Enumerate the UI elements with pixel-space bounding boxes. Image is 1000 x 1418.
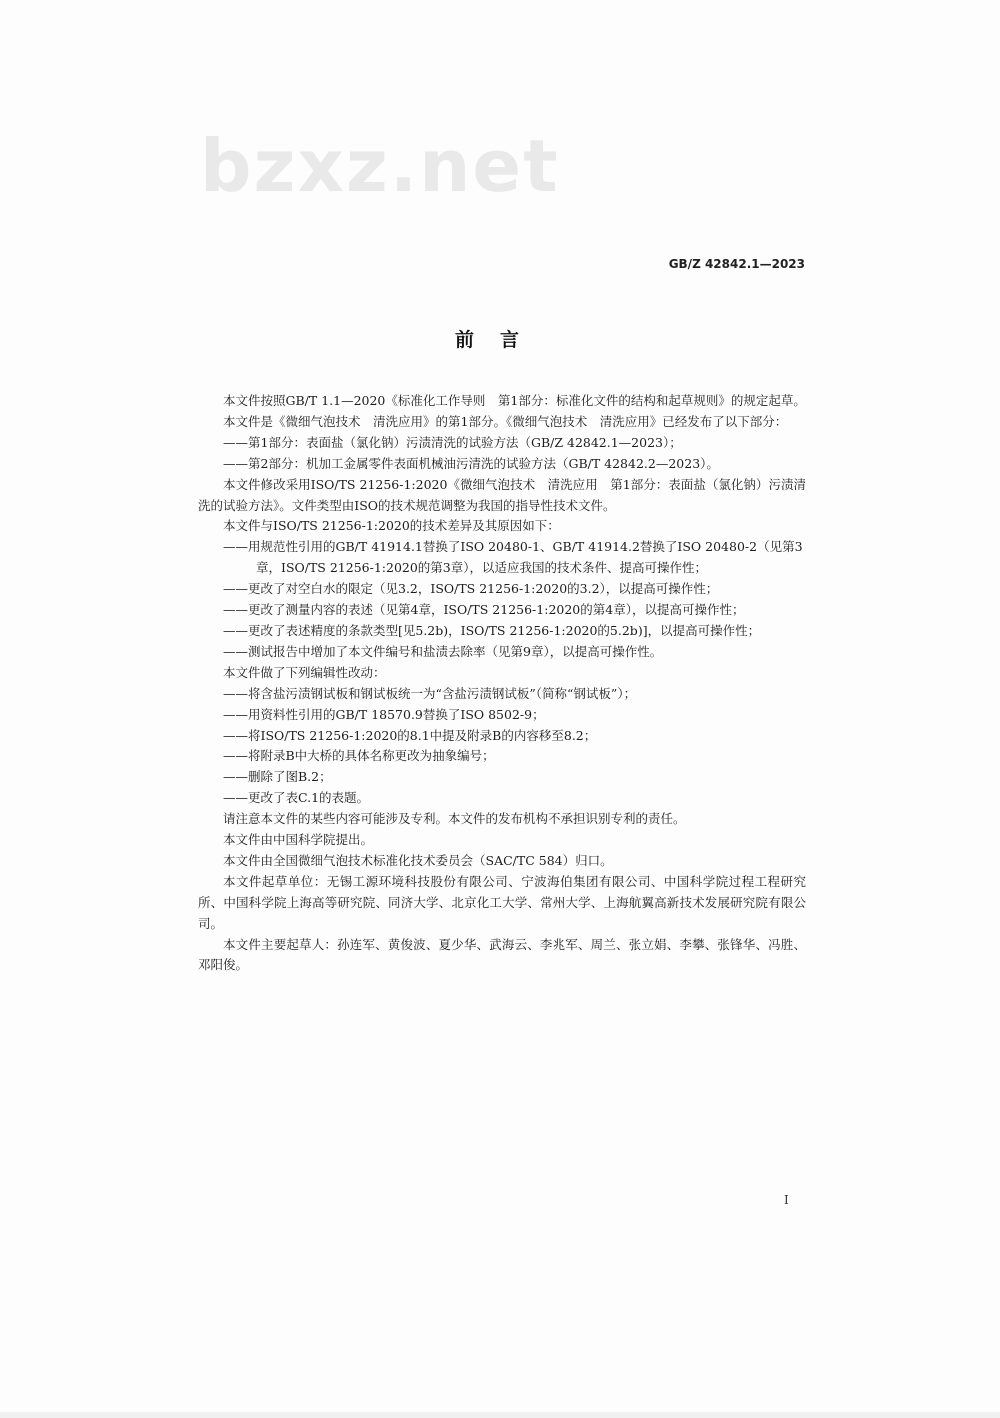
list-item: ——删除了图B.2；	[223, 769, 332, 785]
paragraph: 本文件起草单位：无锡工源环境科技股份有限公司、宁波海伯集团有限公司、中国科学院过程工程研究所、中国科学院上海高等研究院、同济大学、北京化工大学、常州大学、上海航翼高新技术发展研究院有限公司。	[198, 873, 806, 931]
list-item: ——用规范性引用的GB/T 41914.1替换了ISO 20480-1、GB/T 41914.2替换了ISO 20480-2（见第3章，ISO/TS 21256-1:2020的第3章），以适应我国的技术条件、提高可操作性；	[223, 539, 803, 576]
page-title: 前言	[454, 329, 545, 351]
paragraph: 本文件由中国科学院提出。	[223, 832, 374, 848]
list-item: ——更改了表述精度的条款类型[见5.2b)，ISO/TS 21256-1:2020的5.2b)]，以提高可操作性；	[223, 622, 761, 638]
paragraph: 本文件主要起草人：孙连军、黄俊波、夏少华、武海云、李兆军、周兰、张立娟、李攀、张锋华、冯胜、邓阳俊。	[198, 936, 806, 973]
paragraph: 本文件由全国微细气泡技术标准化技术委员会（SAC/TC 584）归口。	[223, 852, 613, 868]
paragraph: 本文件是《微细气泡技术 清洗应用》的第1部分。《微细气泡技术 清洗应用》已经发布了以下部分：	[223, 413, 788, 429]
list-item: ——更改了表C.1的表题。	[223, 790, 370, 806]
preface-body	[198, 391, 806, 976]
list-item: ——更改了对空白水的限定（见3.2，ISO/TS 21256-1:2020的3.2），以提高可操作性；	[223, 581, 719, 597]
list-item: ——将含盐污渍钢试板和钢试板统一为“含盐污渍钢试板”（简称“钢试板”）；	[223, 685, 637, 701]
list-item: ——更改了测量内容的表述（见第4章，ISO/TS 21256-1:2020的第4章），以提高可操作性；	[223, 602, 745, 618]
list-item: ——测试报告中增加了本文件编号和盐渍去除率（见第9章），以提高可操作性。	[223, 643, 663, 659]
list-item: ——第1部分：表面盐（氯化钠）污渍清洗的试验方法（GB/Z 42842.1—2023）；	[223, 434, 682, 450]
page-number: I	[784, 1193, 789, 1207]
paragraph: 本文件与ISO/TS 21256-1:2020的技术差异及其原因如下：	[223, 518, 560, 534]
page-bottom-edge	[0, 1412, 1000, 1418]
paragraph: 本文件修改采用ISO/TS 21256-1:2020《微细气泡技术 清洗应用 第1部分：表面盐（氯化钠）污渍清洗的试验方法》。文件类型由ISO的技术规范调整为我国的指导性技术文件。	[198, 476, 806, 513]
watermark: bzxz.net	[200, 124, 560, 208]
paragraph: 请注意本文件的某些内容可能涉及专利。本文件的发布机构不承担识别专利的责任。	[223, 811, 686, 827]
list-item: ——第2部分：机加工金属零件表面机械油污清洗的试验方法（GB/T 42842.2—2023）。	[223, 455, 719, 471]
paragraph: 本文件按照GB/T 1.1—2020《标准化工作导则 第1部分：标准化文件的结构和起草规则》的规定起草。	[223, 393, 806, 408]
list-item: ——用资料性引用的GB/T 18570.9替换了ISO 8502-9；	[223, 706, 545, 722]
list-item: ——将附录B中大桥的具体名称更改为抽象编号；	[223, 748, 495, 764]
paragraph: 本文件做了下列编辑性改动：	[223, 664, 386, 680]
document-code: GB/Z 42842.1—2023	[668, 257, 805, 271]
list-item: ——将ISO/TS 21256-1:2020的8.1中提及附录B的内容移至8.2；	[223, 727, 597, 743]
